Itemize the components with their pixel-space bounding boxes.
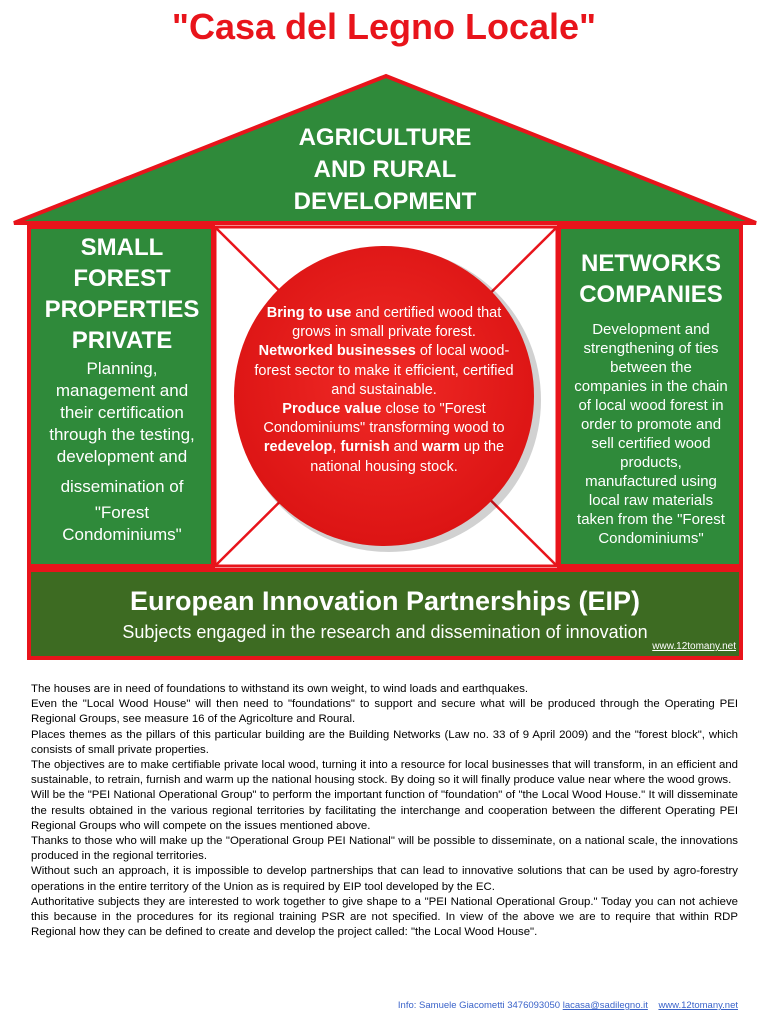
bold-phrase: furnish	[340, 439, 390, 456]
circle-phrase: of local wood-forest sector to make it efficient, certified and sustainable.	[254, 343, 514, 398]
body-line: companies in the chain	[574, 378, 728, 395]
body-paragraph: Places themes as the pillars of this particular building are the Building Networks (Law no. 33 of 9 April 2009) and the "forest block", which consists of small private properties.	[31, 728, 738, 756]
foundation-link[interactable]: www.12tomany.net	[652, 641, 736, 652]
bold-phrase: Produce value	[282, 401, 382, 418]
circle-phrase: up the national housing stock.	[310, 439, 505, 475]
circle-phrase: and certified wood that grows in small private forest.	[292, 305, 502, 341]
body-line: manufactured using	[585, 473, 717, 490]
body-paragraph: Authoritative subjects they are interested to work together to give shape to a "PEI National Operational Group." Today you can not achieve this because in the procedures for its regional training PSR are not specified. In view of the above we are to require that within RDP Regional how they can be defined to create and develop the project called: "the Local Wood House".	[31, 895, 738, 939]
bold-phrase: Bring to use	[266, 305, 352, 321]
heading-line: FOREST	[73, 265, 171, 292]
body-line: management and	[55, 381, 189, 400]
body-line: of local wood forest in	[578, 397, 724, 414]
body-line: taken from the "Forest	[577, 511, 725, 528]
footer	[380, 1000, 738, 1011]
body-line: "Forest	[94, 503, 150, 522]
roof-label	[240, 122, 530, 218]
circle-phrase: close to "Forest Condominiums" transforming wood to	[263, 401, 505, 437]
body-line: local raw materials	[588, 492, 714, 509]
body-paragraph: Will be the "PEI National Operational Group" to perform the important function of "foundation" of "the Local Wood House." It will disseminate the results obtained in the various regional territories by facilitating the interchange and cooperation between the different Operating PEI Regional Groups who will compete on the issues mentioned above.	[31, 789, 738, 832]
right-pillar-text	[564, 248, 738, 548]
page-title: "Casa del Legno Locale"	[171, 6, 597, 47]
bold-phrase: warm	[421, 439, 460, 456]
body-line: sell certified wood	[591, 435, 711, 452]
heading-line: COMPANIES	[579, 281, 723, 308]
footer-site-link[interactable]: www.12tomany.net	[658, 1000, 738, 1011]
body-text	[31, 682, 738, 940]
heading-line: NETWORKS	[581, 250, 721, 277]
left-pillar-text	[32, 232, 212, 546]
heading-line: PRIVATE	[71, 327, 173, 354]
body-line: dissemination of	[60, 477, 184, 496]
heading-line: PROPERTIES	[44, 296, 200, 323]
body-line: order to promote and	[580, 416, 722, 433]
circle-phrase: and	[389, 439, 422, 456]
body-paragraph: Without such an approach, it is impossible to develop partnerships that can lead to innovative solutions that can be used by agro-forestry operations in the entire territory of the Union as is required by EIP tool developed by the EC.	[31, 865, 738, 893]
foundation-title: European Innovation Partnerships (EIP)	[129, 586, 641, 616]
left-pillar-heading	[32, 232, 212, 356]
bold-phrase: Networked businesses	[258, 343, 416, 360]
roof-line: AND RURAL	[313, 156, 457, 183]
body-line: Development and	[592, 321, 710, 338]
circle-phrase: ,	[332, 439, 341, 456]
body-line: Condominiums"	[598, 530, 704, 547]
body-line: Condominiums"	[62, 525, 182, 544]
body-line: development and	[56, 447, 188, 466]
right-pillar-heading	[564, 248, 738, 310]
footer-info: Info: Samuele Giacometti 3476093050	[397, 1000, 561, 1011]
circle-text	[248, 304, 520, 477]
foundation-subtitle: Subjects engaged in the research and dissemination of innovation	[122, 622, 648, 642]
right-pillar-body	[564, 320, 738, 548]
body-line: through the testing,	[49, 425, 195, 444]
roof-line: DEVELOPMENT	[293, 188, 477, 215]
left-pillar-body	[32, 358, 212, 546]
body-paragraph: Thanks to those who will make up the "Operational Group PEI National" will be possible to disseminate, on a national scale, the innovations produced in the regional territories.	[31, 835, 738, 863]
heading-line: SMALL	[80, 234, 164, 261]
body-paragraph: The objectives are to make certifiable private local wood, turning it into a resource for local businesses that will transform, in an efficient and sustainable, to retrain, furnish and warm up the national housing stock. By doing so it will finally produce value near where the wood grows.	[31, 759, 738, 787]
body-line: their certification	[60, 403, 184, 422]
body-line: Planning,	[86, 359, 158, 378]
roof-line: AGRICULTURE	[298, 124, 472, 151]
bold-phrase: redevelop	[263, 439, 333, 456]
body-line: products,	[620, 454, 682, 471]
body-paragraph: The houses are in need of foundations to withstand its own weight, to wind loads and earthquakes.	[31, 683, 529, 695]
body-line: between the	[610, 359, 692, 376]
body-line: strengthening of ties	[583, 340, 719, 357]
body-paragraph: Even the "Local Wood House" will then need to "foundations" to support and secure what will be produced through the Operating PEI Regional Groups, see measure 16 of the Agricolture and Roural.	[31, 698, 738, 726]
footer-email-link[interactable]: lacasa@sadilegno.it	[562, 1000, 648, 1011]
